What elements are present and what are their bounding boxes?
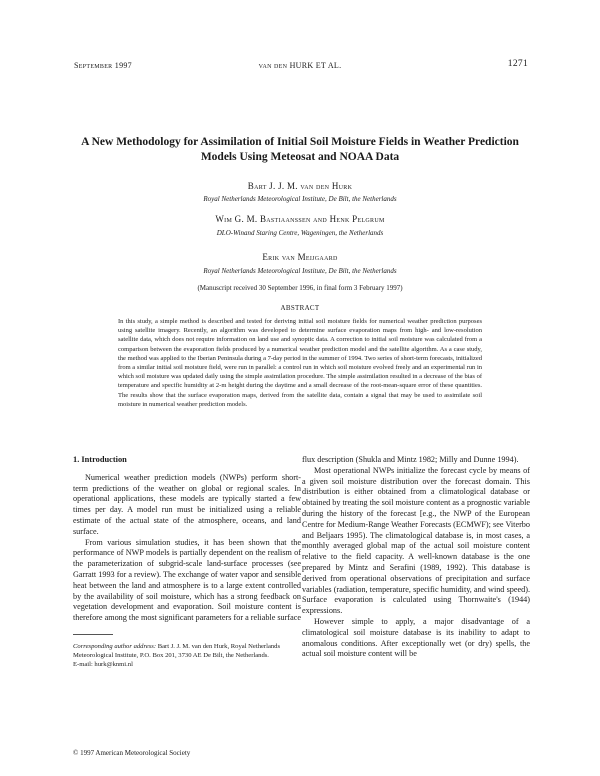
author-3: Erik van Meijgaard: [262, 252, 338, 262]
left-column: [73, 455, 301, 624]
paper-title: A New Methodology for Assimilation of Initial Soil Moisture Fields in Weather Prediction Models Using Meteosat and NOAA Data: [81, 136, 519, 163]
abstract-heading: ABSTRACT: [280, 304, 320, 312]
abstract-text: In this study, a simple method is described and tested for deriving initial soil moisture fields for numerical weather prediction purposes using satellite imagery. Recently, an algorithm was developed to determine surface evaporation maps from high- and low-resolution satellite data, which does not require information on land use and synoptic data. A correction to initial soil moisture was calculated from a comparison between the evaporation fields produced by a numerical weather prediction model and the satellite algorithm. As a case study, the method was applied to the Iberian Peninsula during a 7-day period in the summer of 1994. Two series of short-term forecasts, initialized from a similar initial soil moisture field, were run in parallel: a control run in which soil moisture evolved freely and an experimental run in which soil moisture was updated daily using the simple assimilation procedure. The simple assimilation resulted in a decrease of the bias of temperature and specific humidity at 2-m height during the daytime and a small decrease of the root-mean-square error of these quantities. The results show that the surface evaporation maps, derived from the satellite data, contain a signal that may be used to assimilate soil moisture in numerical weather prediction models.: [118, 318, 482, 408]
intro-paragraph-2: From various simulation studies, it has been shown that the performance of NWP models is partially dependent on the realism of the parameterization of subgrid-scale land-surface processes (see Garratt 1993 for a review). The exchange of water vapor and sensible heat between the land and atmosphere is to a large extent controlled by the availability of soil moisture, which has a strong feedback on vegetation development and evaporation. Soil moisture content is therefore among the most significant parameters for a reliable surface: [73, 537, 302, 623]
footnote-label: Corresponding author address:: [73, 643, 157, 650]
affiliation-1: Royal Netherlands Meteorological Institute, De Bilt, the Netherlands: [203, 195, 397, 203]
affiliation-2: DLO-Winand Staring Centre, Wageningen, the Netherlands: [216, 229, 384, 237]
author-2: Wim G. M. Bastiaanssen and Henk Pelgrum: [215, 214, 385, 224]
copyright-line: © 1997 American Meteorological Society: [73, 749, 191, 757]
running-head-title: van den HURK ET AL.: [258, 61, 342, 70]
running-head-date: September 1997: [74, 61, 132, 70]
affiliation-3: Royal Netherlands Meteorological Institute, De Bilt, the Netherlands: [203, 267, 397, 275]
right-paragraph-3: However simple to apply, a major disadvantage of a climatological soil moisture database is its inability to adapt to anomalous conditions. After exceptionally wet (or dry) spells, the actual soil moisture content will be: [302, 616, 530, 659]
footnote: [73, 642, 297, 669]
manuscript-note: (Manuscript received 30 September 1996, in final form 3 February 1997): [197, 284, 403, 292]
footnote-divider: [73, 634, 113, 635]
section-heading-introduction: 1. Introduction: [73, 455, 127, 464]
author-1: Bart J. J. M. van den Hurk: [247, 181, 353, 191]
page-number: 1271: [507, 59, 528, 69]
footnote-email: E-mail: hurk@knmi.nl: [73, 661, 133, 668]
intro-paragraph-1: Numerical weather prediction models (NWPs) perform short-term predictions of the weather on global or regional scales. In operational applications, these models are typically started a few times per day. A model run must be initialized using a reliable estimate of the actual state of the atmosphere, oceans, and land surface.: [73, 472, 301, 536]
right-paragraph-1: flux description (Shukla and Mintz 1982; Milly and Dunne 1994).: [302, 455, 519, 464]
footnote-text: Bart J. J. M. van den Hurk, Royal Netherlands Meteorological Institute, P.O. Box 201, 3730 AE De Bilt, the Netherlands.: [73, 643, 281, 659]
right-paragraph-2: Most operational NWPs initialize the forecast cycle by means of a given soil moisture distribution over the forecast domain. This distribution is either obtained from a climatological database or obtained by treating the soil moisture content as a prognostic variable during the history of the forecast [e.g., the NWP of the European Centre for Medium-Range Weather Forecasts (ECMWF); see Viterbo and Beljaars 1995). The climatological database is, in most cases, a monthly averaged global map of the actual soil moisture content relative to the field capacity. A well-known database is the one prepared by Mintz and Serafini (1989, 1992). This database is derived from operational observations of precipitation and surface variables (radiation, temperature, specific humidity, and wind speed). Surface evaporation is calculated using Thornwaite's (1944) expressions.: [302, 465, 530, 616]
right-column: [302, 455, 530, 660]
